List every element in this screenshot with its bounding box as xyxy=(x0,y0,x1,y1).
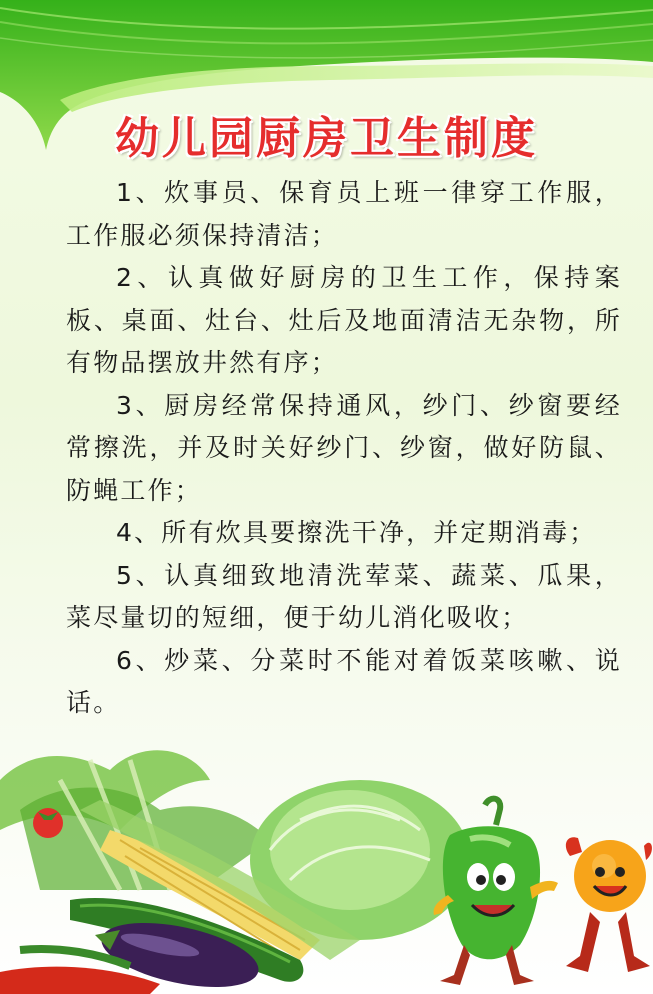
rule-item: 5、认真细致地清洗荤菜、蔬菜、瓜果，菜尽量切的短细，便于幼儿消化吸收； xyxy=(66,560,622,632)
rule-item: 4、所有炊具要擦洗干净，并定期消毒； xyxy=(116,518,597,547)
rule-item: 1、炊事员、保育员上班一律穿工作服，工作服必须保持清洁； xyxy=(66,178,622,250)
rule-item: 2、认真做好厨房的卫生工作，保持案板、桌面、灶台、灶后及地面清洁无杂物，所有物品摆放井然有序； xyxy=(66,263,622,377)
rule-item: 3、厨房经常保持通风，纱门、纱窗要经常擦洗，并及时关好纱门、纱窗，做好防鼠、防蝇工作； xyxy=(66,390,622,505)
rules-list xyxy=(66,172,622,725)
tomato-icon xyxy=(33,808,63,838)
orange-mascot-icon xyxy=(560,826,653,994)
page-title: 幼儿园厨房卫生制度 xyxy=(115,113,538,164)
green-pepper-mascot-icon xyxy=(430,795,560,994)
rule-item: 6、炒菜、分菜时不能对着饭菜咳嗽、说话。 xyxy=(66,645,622,717)
